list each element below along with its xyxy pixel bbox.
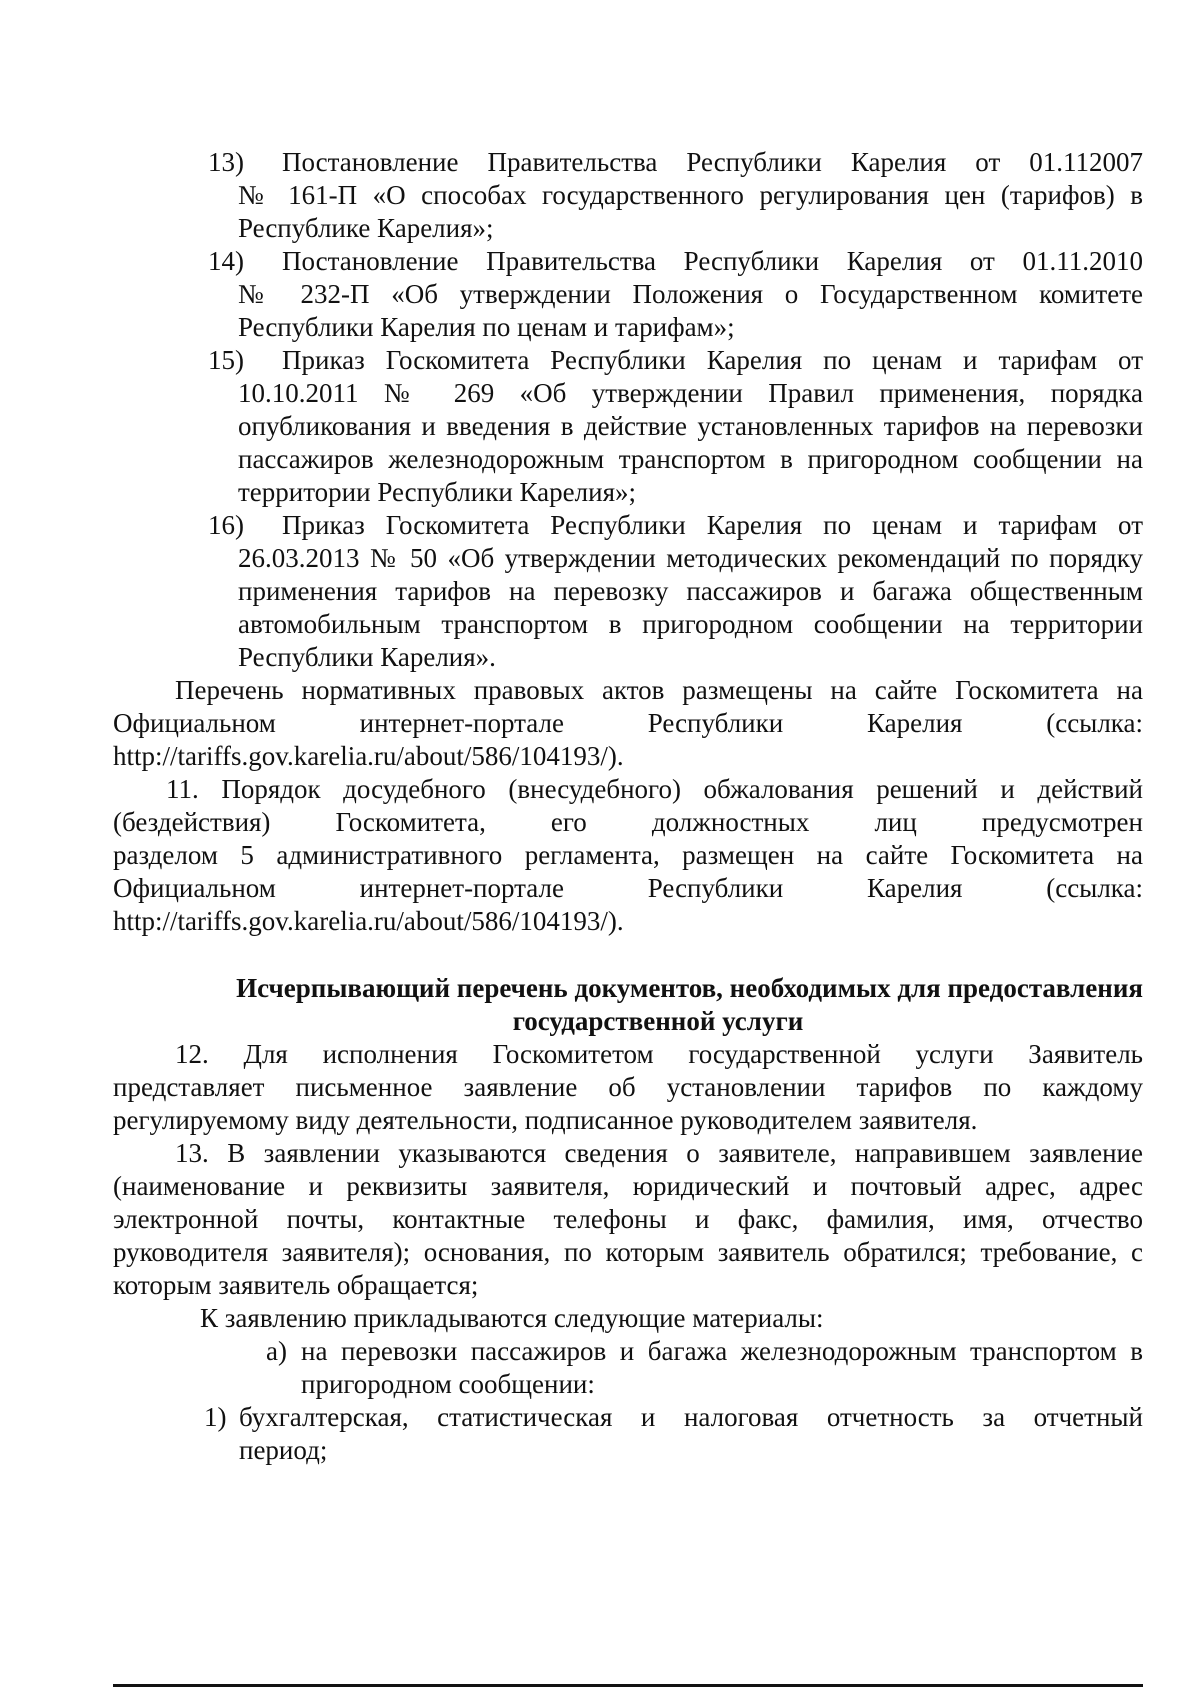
list-item-14-first-line <box>208 245 1143 278</box>
section-heading-line-1: Исчерпывающий перечень документов, необходимых для предоставления <box>236 973 1143 1003</box>
list-item-a <box>266 1335 1143 1401</box>
paragraph-11 <box>113 773 1143 938</box>
list-item-16-marker: 16) <box>208 510 244 540</box>
paragraph-12-line-1: 12. Для исполнения Госкомитетом государственной услуги Заявитель <box>175 1039 1143 1069</box>
paragraph-12-line-3: регулируемому виду деятельности, подписанное руководителем заявителя. <box>113 1105 978 1135</box>
list-item-a-line-1 <box>266 1335 1143 1368</box>
paragraph-13 <box>113 1137 1143 1302</box>
list-item-14-marker: 14) <box>208 246 244 276</box>
paragraph-13-line-1: 13. В заявлении указываются сведения о заявителе, направившем заявление <box>175 1138 1143 1168</box>
paragraph-11-line-1: 11. Порядок досудебного (внесудебного) обжалования решений и действий <box>166 774 1143 804</box>
list-item-13-first-line <box>208 146 1143 179</box>
list-item-1 <box>204 1401 1143 1467</box>
list-item-14-rest: № 232-П «Об утверждении Положения о Государственном комитете Республики Карелия по ценам и тарифам»; <box>238 279 1143 342</box>
section-heading <box>113 972 1143 1038</box>
list-item-1-marker: 1) <box>204 1402 227 1432</box>
paragraph-11-line-3: разделом 5 административного регламента, размещен на сайте Госкомитета на <box>113 840 1143 870</box>
list-item-13-first-text: Постановление Правительства Республики Карелия от 01.112007 <box>282 147 1143 177</box>
list-item-1-line-2: период; <box>239 1435 328 1465</box>
list-item-14-first-text: Постановление Правительства Республики Карелия от 01.11.2010 <box>282 246 1143 276</box>
list-item-16 <box>208 509 1143 674</box>
paragraph-legal-acts-line-2: Официальном интернет-портале Республики Карелия (ссылка: <box>113 708 1143 738</box>
paragraph-11-line-4: Официальном интернет-портале Республики Карелия (ссылка: <box>113 873 1143 903</box>
paragraph-11-link[interactable]: http://tariffs.gov.karelia.ru/about/586/104193/). <box>113 906 624 936</box>
list-item-16-first-line <box>208 509 1143 542</box>
list-item-a-line-2: пригородном сообщении: <box>301 1369 595 1399</box>
list-item-15-marker: 15) <box>208 345 244 375</box>
materials-intro-text: К заявлению прикладываются следующие материалы: <box>200 1303 824 1333</box>
page-bottom-rule <box>113 1684 1143 1687</box>
list-item-13 <box>208 146 1143 245</box>
paragraph-11-line-2: (бездействия) Госкомитета, его должностных лиц предусмотрен <box>113 807 1143 837</box>
paragraph-13-line-4: руководителя заявителя); основания, по которым заявитель обратился; требование, с <box>113 1237 1143 1267</box>
paragraph-12 <box>113 1038 1143 1137</box>
list-item-16-first-text: Приказ Госкомитета Республики Карелия по ценам и тарифам от <box>282 510 1143 540</box>
list-item-a-marker: а) <box>266 1336 287 1366</box>
paragraph-legal-acts-list <box>113 674 1143 773</box>
section-heading-line-2: государственной услуги <box>512 1006 804 1036</box>
list-item-14 <box>208 245 1143 344</box>
paragraph-13-line-3: электронной почты, контактные телефоны и факс, фамилия, имя, отчество <box>113 1204 1143 1234</box>
list-item-15-first-line <box>208 344 1143 377</box>
paragraph-13-line-5: которым заявитель обращается; <box>113 1270 479 1300</box>
portal-link[interactable]: http://tariffs.gov.karelia.ru/about/586/104193/). <box>113 741 624 771</box>
list-item-1-line-1 <box>204 1401 1143 1434</box>
list-item-13-marker: 13) <box>208 147 244 177</box>
materials-intro <box>113 1302 1143 1335</box>
paragraph-13-line-2: (наименование и реквизиты заявителя, юридический и почтовый адрес, адрес <box>113 1171 1143 1201</box>
list-item-a-text: на перевозки пассажиров и багажа железнодорожным транспортом в <box>301 1336 1143 1366</box>
list-item-15-rest: 10.10.2011 № 269 «Об утверждении Правил применения, порядка опубликования и введения в действие установленных тарифов на перевозки пассажиров железнодорожным транспортом в пригородном сообщении на территории Республики Карелия»; <box>238 378 1143 507</box>
document-body <box>113 146 1143 1467</box>
list-item-1-text: бухгалтерская, статистическая и налоговая отчетность за отчетный <box>239 1402 1143 1432</box>
list-item-16-rest: 26.03.2013 № 50 «Об утверждении методических рекомендаций по порядку применения тарифов на перевозку пассажиров и багажа общественным автомобильным транспортом в пригородном сообщении на территории Республики Карелия». <box>238 543 1143 672</box>
paragraph-12-line-2: представляет письменное заявление об установлении тарифов по каждому <box>113 1072 1143 1102</box>
paragraph-legal-acts-line-1: Перечень нормативных правовых актов размещены на сайте Госкомитета на <box>175 675 1143 705</box>
list-item-15-first-text: Приказ Госкомитета Республики Карелия по ценам и тарифам от <box>282 345 1143 375</box>
list-item-13-rest: № 161-П «О способах государственного регулирования цен (тарифов) в Республике Карелия»; <box>238 180 1143 243</box>
list-item-15 <box>208 344 1143 509</box>
